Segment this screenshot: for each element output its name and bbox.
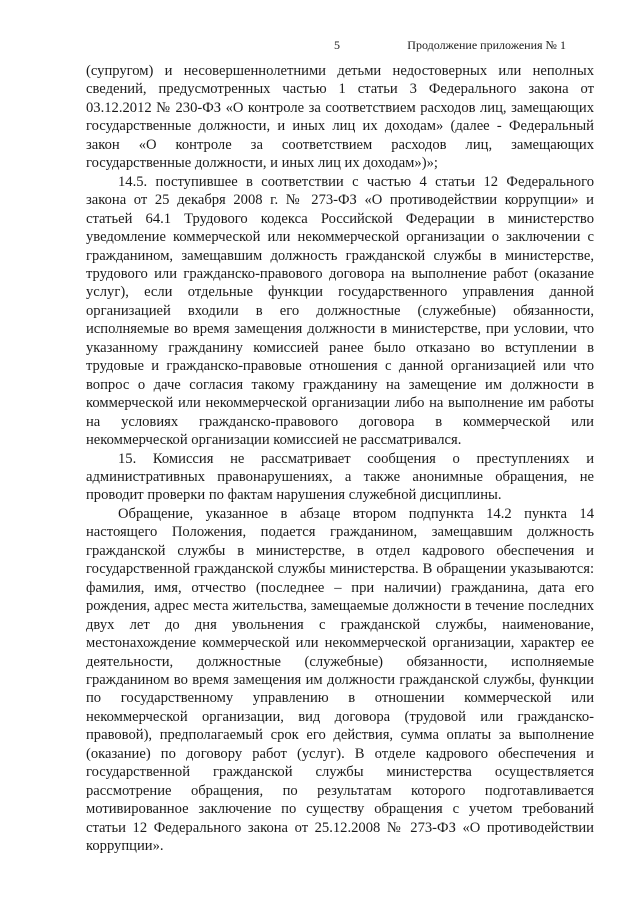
document-body (86, 62, 594, 855)
paragraph-continuation: (супругом) и несовершеннолетними детьми недостоверных или неполных сведений, предусмотренных частью 1 статьи 3 Федерального закона от 03.12.2012 № 230-ФЗ «О контроле за соответствием расходов лиц, замещающих государственные должности, и иных лиц их доходам» (далее - Федеральный закон «О контроле за соответствием расходов лиц, замещающих государственные должности, и иных лиц их доходам»)»; (86, 63, 594, 172)
paragraph-14-5: 14.5. поступившее в соответствии с частью 4 статьи 12 Федерального закона от 25 декабря 2008 г. № 273-ФЗ «О противодействии коррупции» и статьей 64.1 Трудового кодекса Российской Федерации в министерство уведомление коммерческой или некоммерческой организации о заключении с гражданином, замещавшим должность гражданской службы в министерстве, трудового или гражданско-правового договора на выполнение работ (оказание услуг), если отдельные функции государственного управления данной организацией входили в его должностные (служебные) обязанности, исполняемые во время замещения должности в министерстве, при условии, что указанному гражданину комиссией ранее было отказано во вступлении в трудовые и гражданско-правовые отношения с данной организацией или что вопрос о даче согласия такому гражданину на замещение им должности в коммерческой или некоммерческой организации либо на выполнение им работы на условиях гражданско-правового договора в коммерческой или некоммерческой организации комиссией не рассматривался. (86, 173, 594, 449)
paragraph-appeal: Обращение, указанное в абзаце втором подпункта 14.2 пункта 14 настоящего Положения, подается гражданином, замещавшим должность гражданской службы в министерстве, в отдел кадрового обеспечения и государственной гражданской службы министерства. В обращении указываются: фамилия, имя, отчество (последнее – при наличии) гражданина, дата его рождения, адрес места жительства, замещаемые должности в течение последних двух лет до дня увольнения с гражданской службы, наименование, местонахождение коммерческой или некоммерческой организации, характер ее деятельности, должностные (служебные) обязанности, исполняемые гражданином во время замещения им должности гражданской службы, функции по государственному управлению в отношении коммерческой или некоммерческой организации, вид договора (трудовой или гражданско-правовой), предполагаемый срок его действия, сумма оплаты за выполнение (оказание) по договору работ (услуг). В отделе кадрового обеспечения и государственной гражданской службы министерства осуществляется рассмотрение обращения, по результатам которого подготавливается мотивированное заключение по существу обращения с учетом требований статьи 12 Федерального закона от 25.12.2008 № 273-ФЗ «О противодействии коррупции». (86, 505, 594, 855)
appendix-continuation-note: Продолжение приложения № 1 (407, 38, 566, 52)
page-number: 5 (334, 38, 340, 52)
paragraph-15: 15. Комиссия не рассматривает сообщения о преступлениях и административных правонарушениях, а также анонимные обращения, не проводит проверки по фактам нарушения служебной дисциплины. (86, 450, 594, 504)
